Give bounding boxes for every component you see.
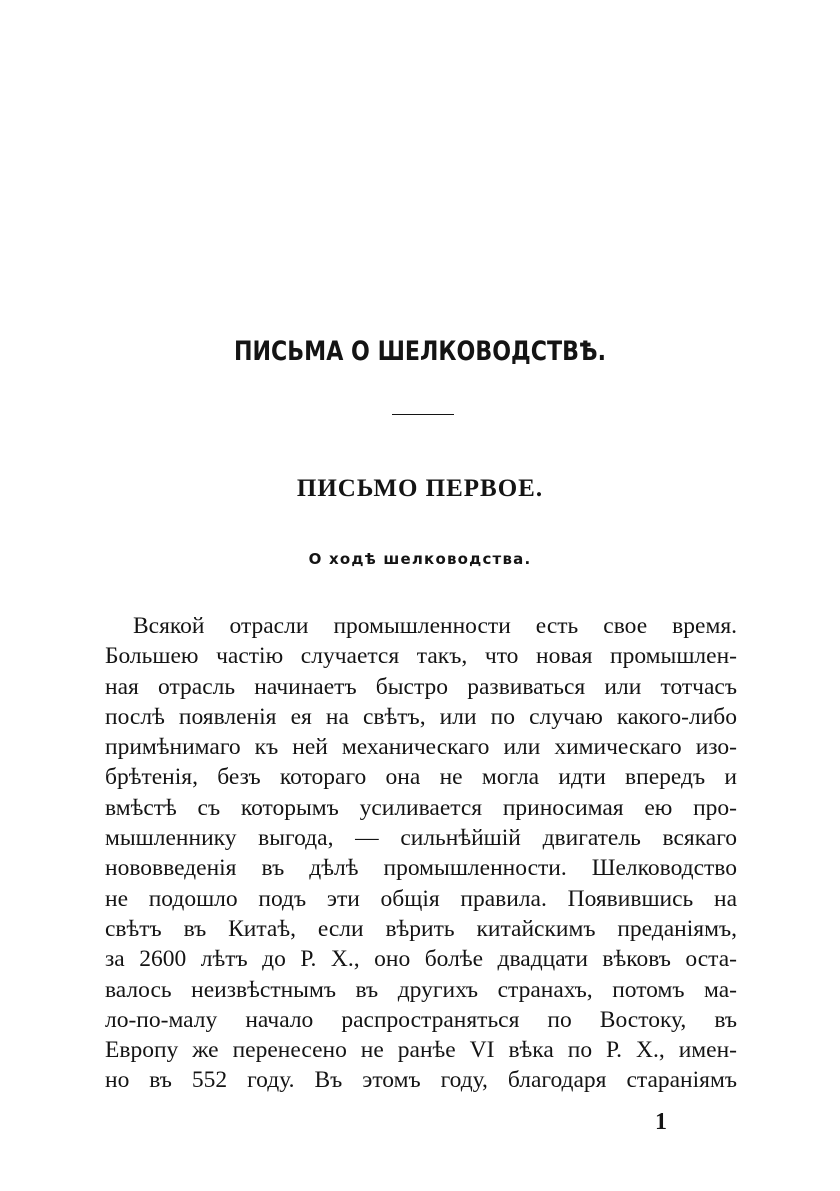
text-line: но въ 552 году. Въ этомъ году, благодаря стараніямъ [105,1067,737,1094]
text-line: за 2600 лѣтъ до Р. Х., оно болѣе двадцати вѣковъ оста- [105,946,737,973]
text-line: Всякой отрасли промышленности есть свое время. [133,613,737,639]
page-number: 1 [655,1109,667,1135]
section-subtitle: О ходѣ шелководства. [308,550,532,568]
text-line: вмѣстѣ съ которымъ усиливается приносимая ею про- [105,794,737,821]
text-line: ная отрасль начинаетъ быстро развиваться или тотчасъ [105,673,737,700]
letter-title: ПИСЬМО ПЕРВОЕ. [296,475,544,502]
text-line: свѣтъ въ Китаѣ, если вѣрить китайскимъ преданіямъ, [105,915,737,942]
text-line: нововведенія въ дѣлѣ промышленности. Шелководство [105,855,737,882]
text-line: послѣ появленія ея на свѣтъ, или по случаю какого-либо [105,703,737,730]
main-title: ПИСЬМА О ШЕЛКОВОДСТВѢ. [233,336,607,367]
title-divider [392,414,454,415]
text-line: примѣнимаго къ ней механическаго или химическаго изо- [105,734,737,761]
text-line: валось неизвѣстнымъ въ другихъ странахъ, потомъ ма- [105,976,737,1003]
text-line: брѣтенія, безъ котораго она не могла идти впередъ и [105,764,737,791]
text-line: Большею частію случается такъ, что новая промышлен- [105,643,737,670]
body-paragraph [105,611,737,1096]
text-line: Европу же перенесено не ранѣе VI вѣка по Р. Х., имен- [105,1037,737,1064]
text-line: ло-по-малу начало распространяться по Востоку, въ [105,1006,737,1033]
text-line: не подошло подъ эти общія правила. Появившись на [105,885,737,912]
text-line: мышленнику выгода, — сильнѣйшій двигатель всякаго [105,825,737,852]
